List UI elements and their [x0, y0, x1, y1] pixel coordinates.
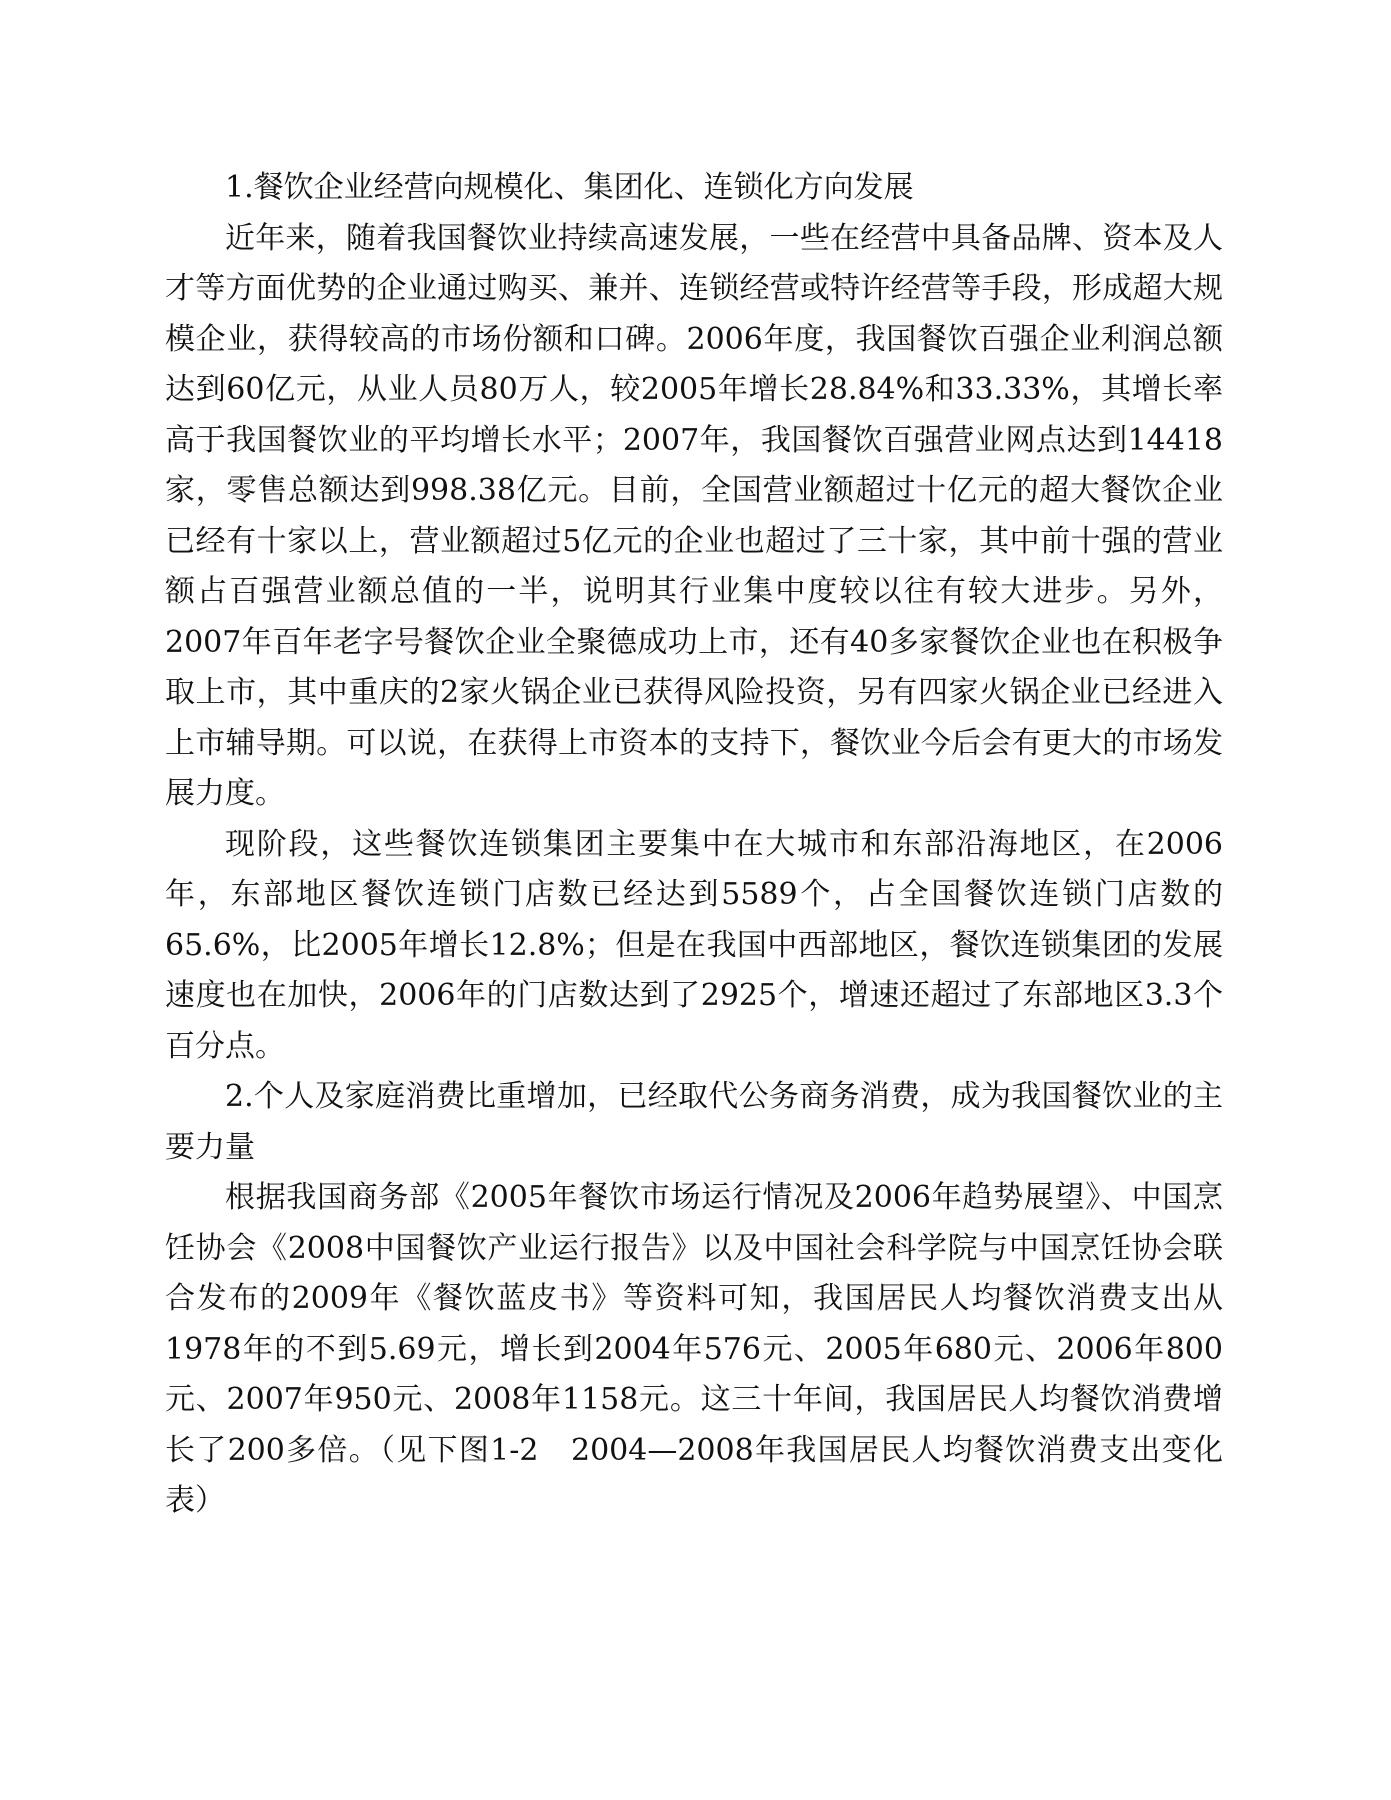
paragraph-scale-development: 近年来，随着我国餐饮业持续高速发展，一些在经营中具备品牌、资本及人才等方面优势的企业通过购买、兼并、连锁经营或特许经营等手段，形成超大规模企业，获得较高的市场份额和口碑。2006年度，我国餐饮百强企业利润总额达到60亿元，从业人员80万人，较2005年增长28.84%和33.33%，其增长率高于我国餐饮业的平均增长水平；2007年，我国餐饮百强营业网点达到14418家，零售总额达到998.38亿元。目前，全国营业额超过十亿元的超大餐饮企业已经有十家以上，营业额超过5亿元的企业也超过了三十家，其中前十强的营业额占百强营业额总值的一半，说明其行业集中度较以往有较大进步。另外，2007年百年老字号餐饮企业全聚德成功上市，还有40多家餐饮企业也在积极争取上市，其中重庆的2家火锅企业已获得风险投资，另有四家火锅企业已经进入上市辅导期。可以说，在获得上市资本的支持下，餐饮业今后会有更大的市场发展力度。: [165, 220, 1223, 811]
heading-section-2: 2.个人及家庭消费比重增加，已经取代公务商务消费，成为我国餐饮业的主要力量: [165, 1079, 1223, 1165]
paragraph-consumption-growth: 根据我国商务部《2005年餐饮市场运行情况及2006年趋势展望》、中国烹饪协会《2008中国餐饮产业运行报告》以及中国社会科学院与中国烹饪协会联合发布的2009年《餐饮蓝皮书》等资料可知，我国居民人均餐饮消费支出从1978年的不到5.69元，增长到2004年576元、2005年680元、2006年800元、2007年950元、2008年1158元。这三十年间，我国居民人均餐饮消费增长了200多倍。（见下图1-2 2004—2008年我国居民人均餐饮消费支出变化表）: [165, 1180, 1223, 1518]
document-body: [165, 163, 1223, 1527]
heading-section-1: 1.餐饮企业经营向规模化、集团化、连锁化方向发展: [225, 170, 914, 205]
paragraph-regional-distribution: 现阶段，这些餐饮连锁集团主要集中在大城市和东部沿海地区，在2006年，东部地区餐饮连锁门店数已经达到5589个，占全国餐饮连锁门店数的65.6%，比2005年增长12.8%；但是在我国中西部地区，餐饮连锁集团的发展速度也在加快，2006年的门店数达到了2925个，增速还超过了东部地区3.3个百分点。: [165, 826, 1223, 1064]
